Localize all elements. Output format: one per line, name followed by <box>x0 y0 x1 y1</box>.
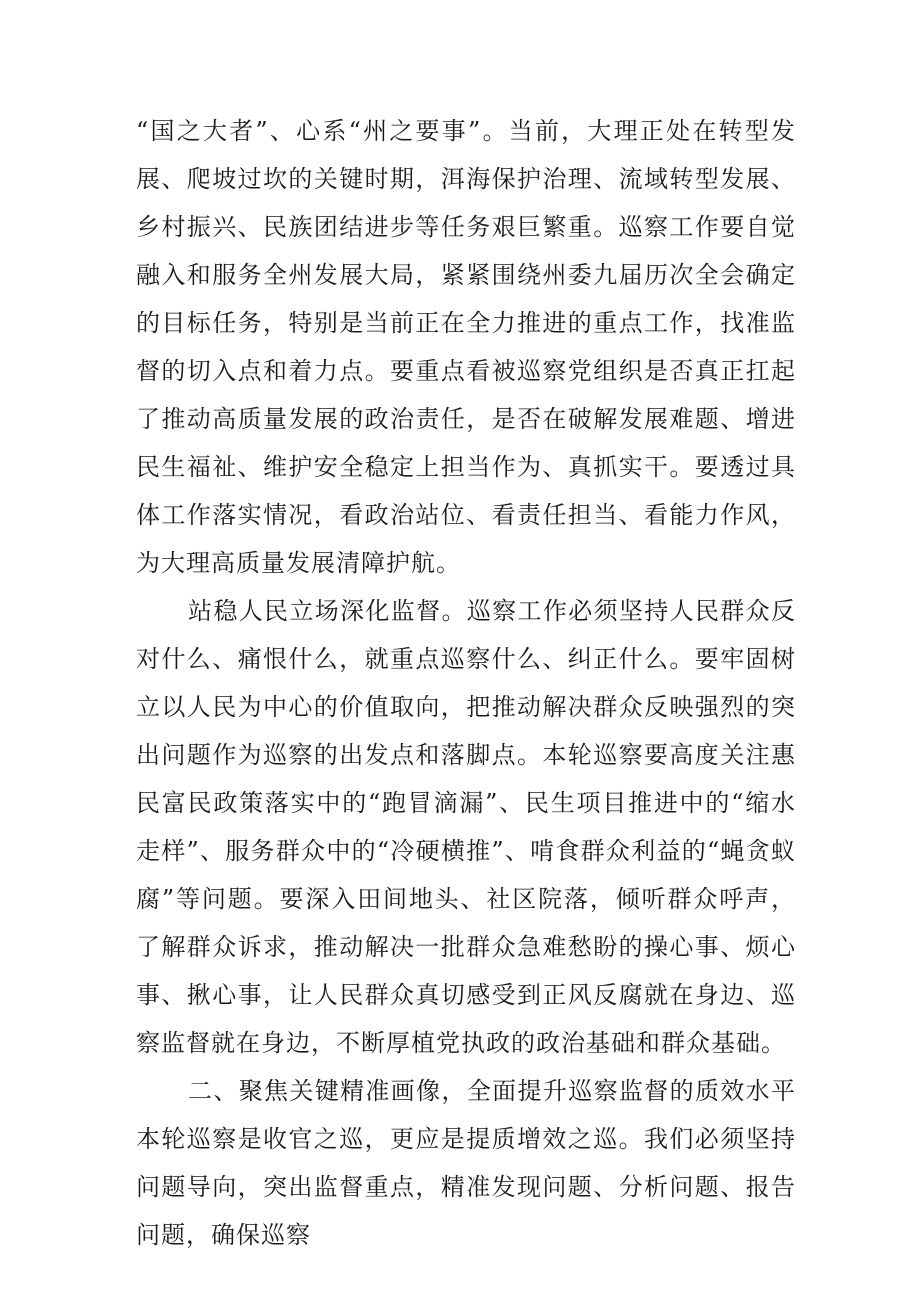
paragraph-3: 二、聚焦关键精准画像，全面提升巡察监督的质效水平本轮巡察是收官之巡，更应是提质增效之巡。我们必须坚持问题导向，突出监督重点，精准发现问题、分析问题、报告问题，确保巡察 <box>136 1077 796 1249</box>
paragraph-2: 站稳人民立场深化监督。巡察工作必须坚持人民群众反对什么、痛恨什么，就重点巡察什么、纠正什么。要牢固树立以人民为中心的价值取向，把推动解决群众反映强烈的突出问题作为巡察的出发点和落脚点。本轮巡察要高度关注惠民富民政策落实中的“跑冒滴漏”、民生项目推进中的“缩水走样”、服务群众中的“冷硬横推”、啃食群众利益的“蝇贪蚁腐”等问题。要深入田间地头、社区院落，倾听群众呼声，了解群众诉求，推动解决一批群众急难愁盼的操心事、烦心事、揪心事，让人民群众真切感受到正风反腐就在身边、巡察监督就在身边，不断厚植党执政的政治基础和群众基础。 <box>136 597 796 1057</box>
paragraph-1: “国之大者”、心系“州之要事”。当前，大理正处在转型发展、爬坡过坎的关键时期，洱海保护治理、流域转型发展、乡村振兴、民族团结进步等任务艰巨繁重。巡察工作要自觉融入和服务全州发展大局，紧紧围绕州委九届历次全会确定的目标任务，特别是当前正在全力推进的重点工作，找准监督的切入点和着力点。要重点看被巡察党组织是否真正扛起了推动高质量发展的政治责任，是否在破解发展难题、增进民生福祉、维护安全稳定上担当作为、真抓实干。要透过具体工作落实情况，看政治站位、看责任担当、看能力作风，为大理高质量发展清障护航。 <box>136 117 796 577</box>
document-body <box>136 107 796 1259</box>
